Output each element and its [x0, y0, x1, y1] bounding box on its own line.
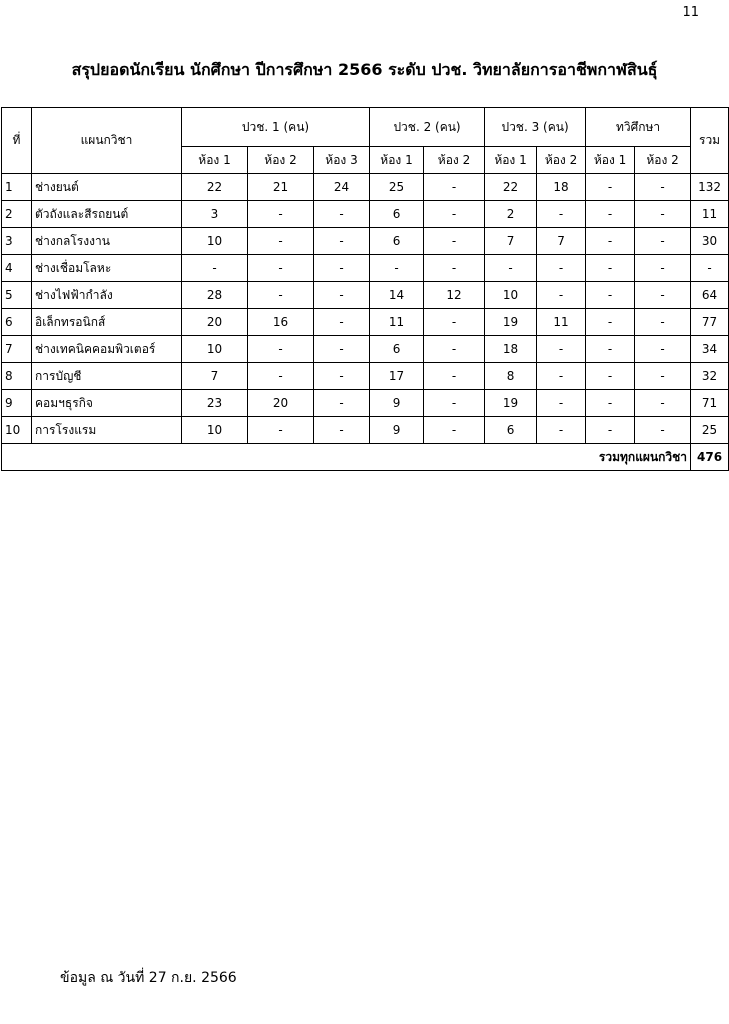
row-number: 3: [2, 228, 32, 255]
student-count-cell: 6: [370, 228, 424, 255]
student-count-cell: -: [635, 201, 691, 228]
student-count-cell: -: [586, 363, 635, 390]
student-count-cell: -: [370, 255, 424, 282]
student-count-cell: -: [635, 390, 691, 417]
student-count-cell: -: [248, 363, 314, 390]
row-total: 11: [691, 201, 729, 228]
student-count-cell: 22: [485, 174, 537, 201]
student-count-cell: 9: [370, 417, 424, 444]
student-count-cell: 10: [182, 417, 248, 444]
student-count-cell: -: [635, 174, 691, 201]
student-count-cell: -: [537, 363, 586, 390]
department-name: ช่างเทคนิคคอมพิวเตอร์: [32, 336, 182, 363]
student-count-cell: -: [424, 228, 485, 255]
student-count-cell: -: [248, 282, 314, 309]
student-count-cell: 17: [370, 363, 424, 390]
student-count-cell: -: [248, 417, 314, 444]
student-count-cell: -: [424, 363, 485, 390]
student-count-cell: 7: [182, 363, 248, 390]
row-total: 71: [691, 390, 729, 417]
student-count-cell: 18: [485, 336, 537, 363]
student-count-cell: 7: [485, 228, 537, 255]
header-group: ปวช. 1 (คน): [182, 108, 370, 147]
student-count-cell: 8: [485, 363, 537, 390]
table-row: [2, 201, 729, 228]
department-name: ช่างเชื่อมโลหะ: [32, 255, 182, 282]
student-count-cell: 18: [537, 174, 586, 201]
student-count-cell: -: [586, 201, 635, 228]
student-count-cell: 25: [370, 174, 424, 201]
department-name: ช่างไฟฟ้ากำลัง: [32, 282, 182, 309]
student-count-cell: -: [248, 201, 314, 228]
student-count-cell: -: [314, 363, 370, 390]
student-count-cell: -: [586, 309, 635, 336]
row-total: 25: [691, 417, 729, 444]
student-count-cell: 10: [485, 282, 537, 309]
header-total: รวม: [691, 108, 729, 174]
row-number: 10: [2, 417, 32, 444]
student-count-cell: 2: [485, 201, 537, 228]
header-room: ห้อง 2: [424, 147, 485, 174]
student-count-cell: 16: [248, 309, 314, 336]
student-count-cell: -: [586, 174, 635, 201]
header-row-groups: [2, 108, 729, 147]
table-row: [2, 336, 729, 363]
student-count-cell: -: [314, 336, 370, 363]
row-number: 2: [2, 201, 32, 228]
student-count-cell: -: [314, 282, 370, 309]
student-count-cell: 7: [537, 228, 586, 255]
header-group: ปวช. 3 (คน): [485, 108, 586, 147]
student-count-cell: -: [586, 282, 635, 309]
student-count-cell: -: [424, 417, 485, 444]
student-count-cell: -: [635, 282, 691, 309]
data-date-note: ข้อมูล ณ วันที่ 27 ก.ย. 2566: [60, 970, 237, 986]
row-number: 1: [2, 174, 32, 201]
row-total: 34: [691, 336, 729, 363]
student-count-cell: -: [586, 336, 635, 363]
student-count-cell: -: [485, 255, 537, 282]
student-count-cell: -: [424, 336, 485, 363]
student-count-cell: 9: [370, 390, 424, 417]
table-row: [2, 282, 729, 309]
student-count-cell: 22: [182, 174, 248, 201]
student-count-cell: 12: [424, 282, 485, 309]
table-row: [2, 417, 729, 444]
department-name: ช่างกลโรงงาน: [32, 228, 182, 255]
header-room: ห้อง 1: [586, 147, 635, 174]
student-count-cell: 6: [485, 417, 537, 444]
student-count-cell: 11: [537, 309, 586, 336]
student-count-cell: -: [537, 390, 586, 417]
student-count-cell: -: [537, 201, 586, 228]
row-total: 132: [691, 174, 729, 201]
student-summary-table: [1, 107, 729, 471]
student-count-cell: 23: [182, 390, 248, 417]
student-count-cell: -: [314, 201, 370, 228]
student-count-cell: 11: [370, 309, 424, 336]
header-room: ห้อง 1: [182, 147, 248, 174]
department-name: การบัญชี: [32, 363, 182, 390]
header-room: ห้อง 2: [635, 147, 691, 174]
student-count-cell: 6: [370, 336, 424, 363]
student-count-cell: -: [314, 390, 370, 417]
student-count-cell: -: [424, 309, 485, 336]
student-count-cell: -: [635, 417, 691, 444]
student-count-cell: 14: [370, 282, 424, 309]
table-row: [2, 255, 729, 282]
student-count-cell: -: [248, 255, 314, 282]
row-total: 32: [691, 363, 729, 390]
grand-total-row: [2, 444, 729, 471]
table-body: [2, 174, 729, 471]
student-count-cell: -: [586, 255, 635, 282]
student-count-cell: -: [314, 228, 370, 255]
student-count-cell: 19: [485, 309, 537, 336]
student-count-cell: 24: [314, 174, 370, 201]
student-count-cell: -: [424, 390, 485, 417]
student-count-cell: -: [537, 417, 586, 444]
header-room: ห้อง 2: [537, 147, 586, 174]
header-room: ห้อง 3: [314, 147, 370, 174]
student-count-cell: 6: [370, 201, 424, 228]
student-count-cell: -: [424, 255, 485, 282]
table-row: [2, 363, 729, 390]
row-number: 5: [2, 282, 32, 309]
table-row: [2, 309, 729, 336]
student-count-cell: -: [586, 228, 635, 255]
student-count-cell: -: [635, 363, 691, 390]
student-count-cell: -: [314, 417, 370, 444]
row-number: 9: [2, 390, 32, 417]
row-number: 4: [2, 255, 32, 282]
student-count-cell: 20: [248, 390, 314, 417]
row-total: -: [691, 255, 729, 282]
student-count-cell: -: [635, 309, 691, 336]
header-no: ที่: [2, 108, 32, 174]
row-number: 8: [2, 363, 32, 390]
student-count-cell: 10: [182, 336, 248, 363]
department-name: การโรงแรม: [32, 417, 182, 444]
row-total: 64: [691, 282, 729, 309]
student-count-cell: -: [248, 228, 314, 255]
student-count-cell: -: [248, 336, 314, 363]
student-count-cell: -: [182, 255, 248, 282]
row-total: 77: [691, 309, 729, 336]
header-department: แผนกวิชา: [32, 108, 182, 174]
student-count-cell: -: [537, 282, 586, 309]
student-count-cell: 21: [248, 174, 314, 201]
student-count-cell: -: [635, 255, 691, 282]
student-count-cell: 28: [182, 282, 248, 309]
header-group: ปวช. 2 (คน): [370, 108, 485, 147]
student-count-cell: -: [635, 228, 691, 255]
student-count-cell: -: [635, 336, 691, 363]
header-group: ทวิศึกษา: [586, 108, 691, 147]
student-count-cell: -: [314, 255, 370, 282]
student-count-cell: -: [537, 255, 586, 282]
student-count-cell: 20: [182, 309, 248, 336]
department-name: ช่างยนต์: [32, 174, 182, 201]
page-number: 11: [682, 5, 699, 20]
student-count-cell: -: [586, 390, 635, 417]
header-room: ห้อง 1: [485, 147, 537, 174]
header-room: ห้อง 1: [370, 147, 424, 174]
row-number: 6: [2, 309, 32, 336]
row-number: 7: [2, 336, 32, 363]
student-count-cell: 3: [182, 201, 248, 228]
department-name: คอมฯธุรกิจ: [32, 390, 182, 417]
student-count-cell: -: [424, 174, 485, 201]
page-title: สรุปยอดนักเรียน นักศึกษา ปีการศึกษา 2566 ระดับ ปวช. วิทยาลัยการอาชีพกาฬสินธุ์: [71, 60, 658, 79]
table-row: [2, 228, 729, 255]
student-count-cell: -: [314, 309, 370, 336]
table-row: [2, 390, 729, 417]
header-room: ห้อง 2: [248, 147, 314, 174]
student-count-cell: -: [586, 417, 635, 444]
student-count-cell: -: [424, 201, 485, 228]
department-name: อิเล็กทรอนิกส์: [32, 309, 182, 336]
student-count-cell: 10: [182, 228, 248, 255]
row-total: 30: [691, 228, 729, 255]
table-row: [2, 174, 729, 201]
student-count-cell: 19: [485, 390, 537, 417]
grand-total-value: 476: [691, 444, 729, 471]
grand-total-label: รวมทุกแผนกวิชา: [2, 444, 691, 471]
student-count-cell: -: [537, 336, 586, 363]
department-name: ตัวถังและสีรถยนต์: [32, 201, 182, 228]
